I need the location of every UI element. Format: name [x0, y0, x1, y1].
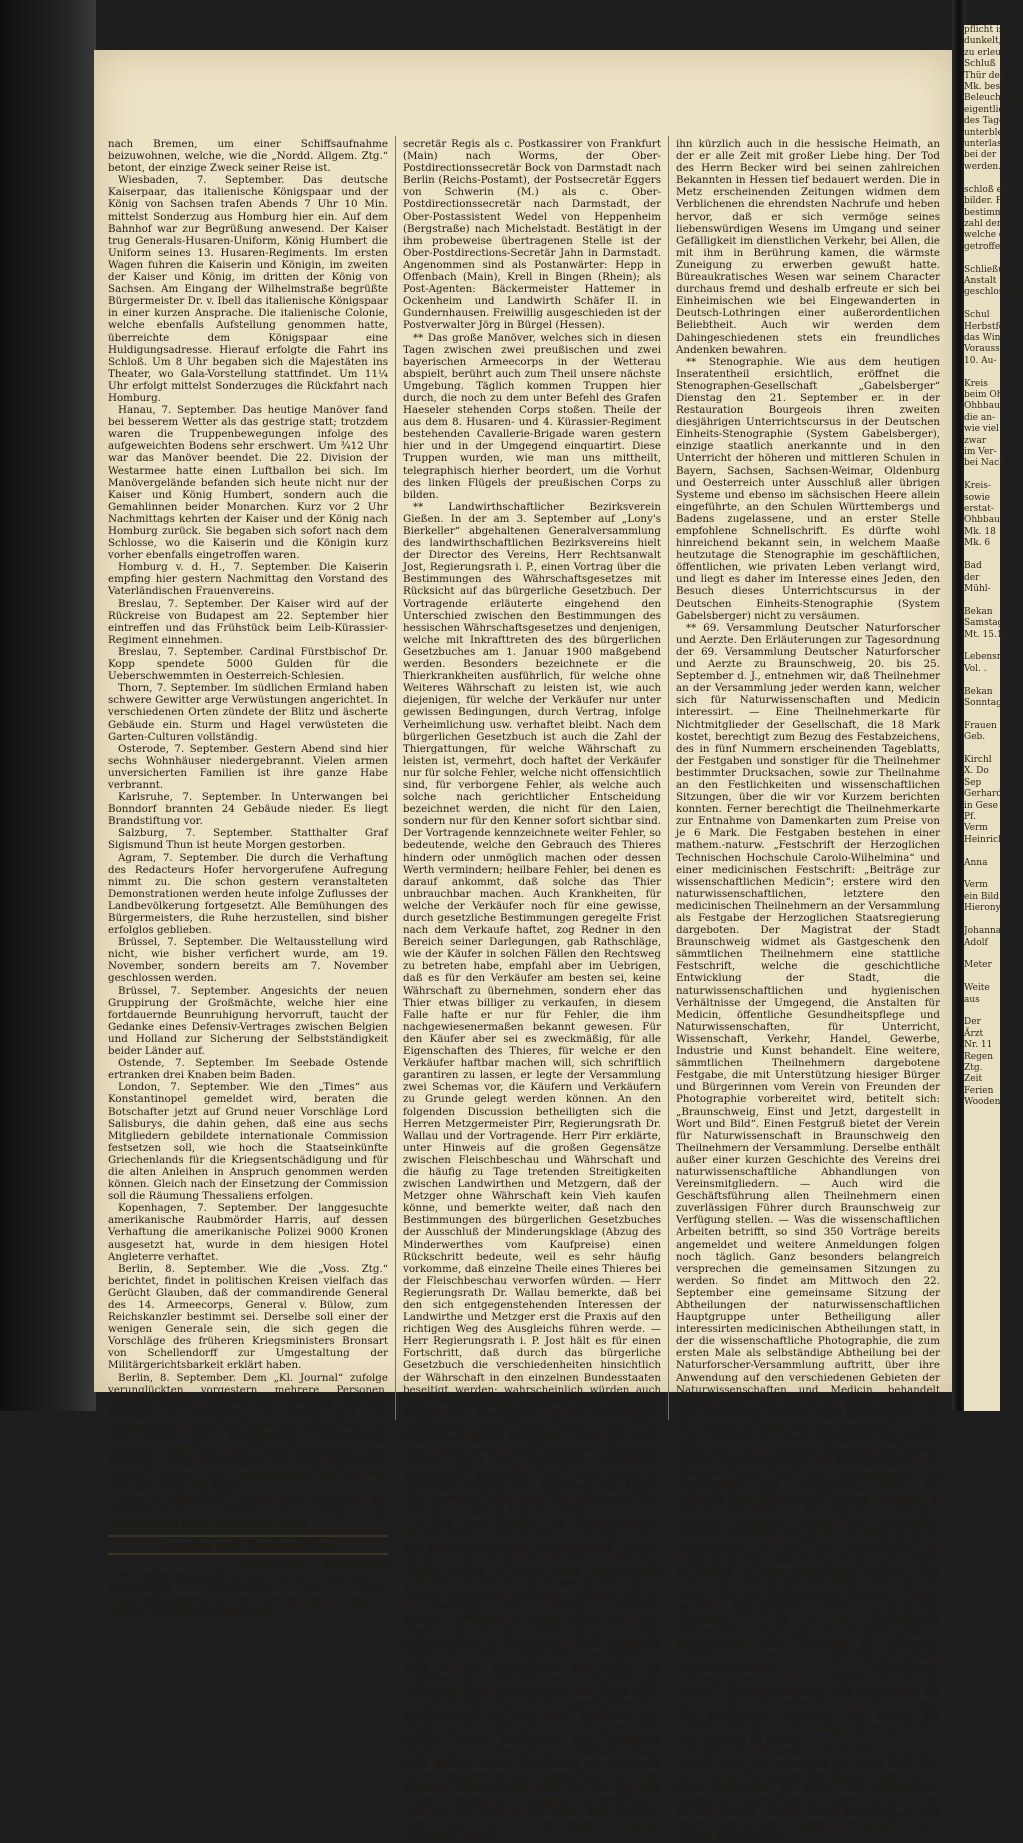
adjacent-page-line — [964, 595, 1000, 606]
adjacent-page-line: Mt. 15.10 — [964, 629, 1009, 640]
adjacent-page-line: Der — [964, 1017, 981, 1028]
news-salzburg: Salzburg, 7. September. Statthalter Graf Sigismund Thun ist heute Morgen gestorben. — [108, 827, 388, 852]
adjacent-page-line: X. Do — [964, 766, 989, 777]
adjacent-page-line: Beleuchtung — [964, 93, 1022, 104]
adjacent-page-line: Sep — [964, 777, 982, 788]
adjacent-page-line: Verm — [964, 880, 988, 891]
adjacent-page-line — [964, 367, 1000, 378]
column-1 — [108, 138, 388, 1619]
adjacent-page-line: Mk. bestra- — [964, 82, 1017, 93]
adjacent-page-line: Adolf — [964, 937, 988, 948]
article-stenographie: ** Stenographie. Wie aus dem heutigen Inseratentheil ersichtlich, eröffnet die Stenographen-Gesellschaft „Gabelsberger“ Dienstag den 21. September er. in der Restauration Bourgeois ihren zweiten diesjährigen Unterrichtscursus in der Deutschen Einheits-Stenographie (System Gabelsberger), einzige staatlich anerkannte und in den Unterricht der höheren und mittleren Schulen in Bayern, Sachsen, Sachsen-Weimar, Oldenburg und Oesterreich unter Ausschluß aller übrigen Systeme und ebenso im sächsischen Heere allein eingeführte, an den Schulen Württembergs und Badens zugelassene, und an erster Stelle empfohlene Schnellschrift. Es dürfte wohl hinreichend bekannt sein, in welchem Maaße heutzutage die Stenographie im geschäftlichen, öffentlichen, wie privaten Leben verlangt wird, und liegt es daher im Interesse eines Jeden, den Besuch dieses Unterrichtscursus in der Deutschen Einheits-Stenographie (System Gabelsberger) nicht zu versäumen. — [676, 355, 940, 622]
adjacent-page-line: 10. Au- — [964, 355, 997, 366]
adjacent-page-line — [964, 846, 1000, 857]
adjacent-page-line: Bad — [964, 561, 982, 572]
news-ostende: Ostende, 7. September. Im Seebade Ostende ertranken drei Knaben beim Baden. — [108, 1057, 388, 1082]
adjacent-page-line — [964, 972, 1000, 983]
adjacent-page-line: Meter — [964, 960, 992, 971]
adjacent-page-line: des Tages — [964, 116, 1009, 127]
adjacent-page-line: Mühl- — [964, 583, 991, 594]
news-osterode: Osterode, 7. September. Gestern Abend sind hier sechs Wohnhäuser niedergebrannt. Vielen armen unversicherten Familien ist ihre ganze Habe verbrannt. — [108, 742, 388, 791]
adjacent-page-line: Heinrich — [964, 834, 1004, 845]
newspaper-sheet — [94, 50, 956, 1843]
adjacent-page-line: pflicht ist — [964, 25, 1008, 35]
adjacent-page-line: Verm — [964, 823, 988, 834]
adjacent-page-line: Schließung — [964, 264, 1016, 275]
article-postpersonal-cont: secretär Regis als c. Postkassirer von Frankfurt (Main) nach Worms, der Ober-Postdirectionssecretär Bock von Darmstadt nach Berlin (Reichs-Postamt), der Postsecretär Eggers von Schwerin (M.) als c. Ober-Postdirectionssecretär nach Darmstadt, der Ober-Postassistent Wedel von Heppenheim (Bergstraße) nach Michelstadt. Bestätigt in der ihm probeweise übertragenen Stelle ist der Ober-Postdirections-Secretär Jahn in Darmstadt. Angenommen sind als Postanwärter: Hepp in Offenbach (Main), Krell in Bingen (Rhein); als Post-Agenten: Bäckermeister Hattemer in Ockenheim und Landwirth Schäfer II. in Gundernhausen. Freiwillig ausgeschieden ist der Postverwalter Jörg in Bürgel (Hessen). — [403, 138, 661, 332]
column-2 — [403, 138, 661, 1843]
adjacent-page-line: Schul — [964, 310, 990, 321]
section-heading: Locales und Provinzielles. — [108, 1535, 388, 1555]
adjacent-page-line: zwar — [964, 435, 987, 446]
adjacent-page-line: wie viel — [964, 424, 999, 435]
adjacent-page-line: bestimmt — [964, 207, 1007, 218]
adjacent-page-line: im Ver- — [964, 447, 997, 458]
adjacent-page-line: Ohbbaus — [964, 401, 1005, 412]
adjacent-page-line: Bekan — [964, 606, 993, 617]
article-text: nach Bremen, um einer Schiffsaufnahme beizuwohnen, welche, wie die „Nordd. Allgem. Ztg.“ betont, der einzige Zweck seiner Reise ist. — [108, 138, 388, 175]
adjacent-page-line: Zeit — [964, 1074, 983, 1085]
adjacent-page-line: Frauen — [964, 720, 997, 731]
adjacent-page-line: Anstalt — [964, 275, 997, 286]
adjacent-page-line: Kreis- — [964, 481, 991, 492]
adjacent-page-line: welche die — [964, 230, 1013, 241]
adjacent-page-line: schloß ein — [964, 184, 1011, 195]
adjacent-page-line: werden. — [964, 161, 1002, 172]
adjacent-page-line: erstat- — [964, 504, 994, 515]
adjacent-page-line: Pf. — [964, 812, 976, 823]
section-dateline: Gießen, den 7. September. — [235, 1556, 388, 1569]
adjacent-page-line: Mk. 6 — [964, 538, 991, 549]
adjacent-page-line: die an- — [964, 412, 996, 423]
adjacent-page-line: in Gese — [964, 800, 998, 811]
adjacent-page-line: ein Bild — [964, 891, 999, 902]
adjacent-page-line: Regen — [964, 1051, 993, 1062]
article-bezirksverein: ** Landwirthschaftlicher Bezirksverein Gießen. In der am 3. September auf „Lony's Bierkeller“ abgehaltenen Generalversammlung des landwirthschaftlichen Bezirksvereins hielt der Director des Vereins, Herr Rechtsanwalt Jost, Regierungsrath i. P., einen Vortrag über die Bestimmungen des Währschaftsgesetzes mit Rücksicht auf das bürgerliche Gesetzbuch. Der Vortragende erläuterte eingehend den Unterschied zwischen den Bestimmungen des hessischen Währschaftsgesetzes und denjenigen, welche mit Inkrafttreten des des bürgerlichen Gesetzbuches am 1. Januar 1900 maßgebend werden. Besonders bezeichnete er die Thierkrankheiten ausführlich, für welche ohne Weiteres Währschaft zu leisten ist, wie auch diejenigen, für welche der Verkäufer nur unter gewissen Bedingungen, durch Vertrag, infolge Verheimlichung usw. verhaftet bleibt. Nach dem bürgerlichen Gesetzbuch ist auch die Zahl der Thiergattungen, für welche Währschaft zu leisten ist, vermehrt, doch haftet der Verkäufer nur für solche Fehler, welche nicht offensichtlich sind, für verborgene Fehler, als welche auch solche nach gerichtlicher Entscheidung bezeichnet werden, die nicht für den Laien, sondern nur für den Kenner sofort sichtbar sind. Der Vortragende kennzeichnete weiter Fehler, so bedeutende, welche den Gebrauch des Thieres hindern oder unmöglich machen oder dessen Werth vermindern; heilbare Fehler, bei denen es darauf ankommt, daß solche das Thier unbrauchbar machen. Auch Krankheiten, für welche der Verkäufer noch für eine gewisse, durch gesetzliche Bestimmungen geregelte Frist nach dem Verkaufe haftet, zog Redner in den Bereich seiner Darlegungen, gab Rathschläge, wie der Käufer in solchen Fällen den Rechtsweg zu betreten habe, empfahl aber im Uebrigen, daß es für den Verkäufer am besten sei, keine Währschaft zu übernehmen, sondern eher das Thier etwas billiger zu verkaufen, in diesem Falle hafte er nur für Fehler, die ihm nachgewiesenermaßen bekannt gewesen. Für den Käufer aber sei es zweckmäßig, für alle Eigenschaften des Thieres, für welche er den Verkäufer haftbar machen will, sich schriftlich garantiren zu lassen, er legte der Versammlung zwei Schemas vor, die Käufern und Verkäufern zu Grunde gelegt werden können. An den folgenden Discussion betheiligten sich die Herren Metzgermeister Pirr, Regierungsrath Dr. Wallau und der Vortragende. Herr Pirr erklärte, unter Hinweis auf die großen Gegensätze zwischen Fleischbeschau und Währschaft und die häufig zu Tage tretenden Streitigkeiten zwischen Landwirthen und Metzgern, daß der Metzger ohne Währschaft kein Vieh kaufen könne, und bemerkte weiter, daß nach den Bestimmungen des bürgerlichen Gesetzbuches der Ausschluß der Minderungsklage (Abzug des Minderwerthes vom Kaufpreise) einen Rückschritt bedeute, weil es sehr häufig vorkomme, daß einzelne Theile eines Thieres bei der Fleischbeschau verworfen würden. — Herr Regierungsrath Dr. Wallau bemerkte, daß bei den sich entgegenstehenden Interessen der Landwirthe und Metzger erst die Praxis auf den richtigen Weg des Ausgleichs führen werde. — Herr Regierungsrath i. P. Jost hält es für einen Fortschritt, daß durch das bürgerliche Gesetzbuch die verschiedenheiten hinsichtlich der Währschaft in den einzelnen Bundesstaaten beseitigt werden; wahrscheinlich würden auch noch Bestimmungen getroffen über diejenigen Mängel und Krankheiten, die im Bürgerlichen Gesetzbuch auch noch nicht unter die Währschaft fallend bezeichnet seien und dieses oder jenes noch dazu gerechnet. Jedenfalls würden durch das bürgerliche Gesetzbuch Verhältnisse geschaffen, auf Grund deren ein Ausgleich zwischen den Interessen der Käufer und Verkäufer, also auch der Landwirthe und Metzger, zu Stande kommen werde. — [403, 500, 661, 1517]
adjacent-page-line: zahl der — [964, 218, 1002, 229]
adjacent-page-line: getroffen — [964, 241, 1006, 252]
news-london: London, 7. September. Wie den „Times“ aus Konstantinopel gemeldet wird, beraten die Botschafter jetzt auf Grund neuer Vorschläge Lord Salisburys, die dahin gehen, daß eine aus sechs Mitgliedern gebildete internationale Commission festsetzen soll, wie hoch die Staatseinkünfte Griechenlands für die Kriegsentschädigung und für die alten Anleihen in Anspruch genommen werden können. Gleich nach der Einsetzung der Commission soll die Räumung Thessaliens erfolgen. — [108, 1081, 388, 1203]
news-homburg: Homburg v. d. H., 7. September. Die Kaiserin empfing hier gestern Nachmittag den Vorstand des Vaterländischen Frauenvereins. — [108, 561, 388, 598]
article-metz-cont: ihn kürzlich auch in die hessische Heimath, an der er alle Zeit mit großer Liebe hing. Der Tod des Herrn Becker wird bei seinen zahlreichen Bekannten in Hessen tief bedauert werden. Die in Metz erscheinenden Zeitungen widmen dem Verblichenen die ehrendsten Nachrufe und heben hervor, daß er sich vermöge seines liebenswürdigen Wesens im Umgang und seiner Gefälligkeit im dienstlichen Verkehr, bei Allen, die mit ihm in Berührung kamen, die wärmste Zuneigung zu erwerben gewußt hatte. Büreaukratisches Wesen war seinem Character durchaus fremd und deshalb erfreute er sich bei Einheimischen wie bei Eingewanderten in Deutsch-Lothringen einer außerordentlichen Beliebtheit. Auch wir werden dem Dahingeschiedenen stets ein freundliches Andenken bewahren. — [676, 138, 940, 356]
adjacent-page-line: Bekan — [964, 686, 993, 697]
adjacent-page-line — [964, 470, 1000, 481]
column-rule-2 — [668, 136, 669, 1420]
adjacent-page-line: Ztg. — [964, 1062, 983, 1073]
adjacent-page-line: der — [964, 572, 980, 583]
news-hanau: Hanau, 7. September. Das heutige Manöver fand bei besserem Wetter als das gestrige statt; trotzdem waren die Truppenbewegungen infolge des aufgeweichten Bodens sehr erschwert. Um ¾12 Uhr war das Manöver beendet. Die 22. Division der Westarmee hatte einen Luftballon bei sich. Im Manövergelände befanden sich heute nicht nur der Kaiser und König Humbert, sondern auch die Gemahlinnen beider Monarchen. Kurz vor 2 Uhr Nachmittags kehrten der Kaiser und der König nach Homburg zurück. Sie begaben sich sofort nach dem Schlosse, wo die Kaiserin und die Königin kurz vorher ebenfalls eingetroffen waren. — [108, 404, 388, 562]
column-rule-1 — [395, 136, 396, 1420]
adjacent-page-line: Vorauss — [964, 344, 1000, 355]
adjacent-page-line: Sonntag — [964, 697, 1002, 708]
adjacent-page-line — [964, 949, 1000, 960]
news-berlin-2: Berlin, 8. September. Dem „Kl. Journal“ zufolge verunglückten vorgestern mehrere Personen, darunter einige Berliner, von Ilsenburg aus den Brocken zu besteigen. Es stellte sich ein schrecklicher Sturm mit Hagel und Regen ein. Von den sieben dem Brockenwirth angemeldeten Personen sind nur vier oben angelangt, zwei Personen, deren Personalien noch nicht festgestellt werden konnten, sind verschwunden und bis jetzt fehlt jede Spur von ihnen. — [108, 1371, 388, 1493]
adjacent-page-line: Schluß — [964, 59, 996, 70]
adjacent-page-line: Herbstfe- — [964, 321, 1008, 332]
adjacent-page-line — [964, 641, 1000, 652]
adjacent-page-line: beim Oh- — [964, 390, 1006, 400]
adjacent-page-line — [964, 550, 1000, 561]
news-kopenhagen: Kopenhagen, 7. September. Der langgesuchte amerikanische Raubmörder Harris, auf dessen Verhaftung die amerikanische Polizei 9000 Kronen ausgesetzt hat, wurde in dem hiesigen Hotel Angleterre verhaftet. — [108, 1202, 388, 1263]
scanner-left-edge — [0, 0, 96, 1411]
adjacent-page-line: Nr. 11 — [964, 1040, 993, 1051]
news-breslau-2: Breslau, 7. September. Cardinal Fürstbischof Dr. Kopp spendete 5000 Gulden für die Ueberschwemmten in Oesterreich-Schlesien. — [108, 645, 388, 683]
article-naturforscher: ** 69. Versammlung Deutscher Naturforscher und Aerzte. Den Erläuterungen zur Tagesordnung der 69. Versammlung Deutscher Naturforscher und Aerzte zu Braunschweig, 20. bis 25. September d. J., entnehmen wir, daß Theilnehmer an der Versammlung jeder werden kann, welcher sich für Naturwissenschaften und Medicin interessirt. — Eine Theilnehmerkarte für Nichtmitglieder der Gesellschaft, die 18 Mark kostet, berechtigt zum Bezug des Festabzeichens, des in fünf Nummern erscheinenden Tageblatts, der Festgaben und sonstiger für die Theilnehmer bestimmter Drucksachen, sowie zur Theilnahme an den Festlichkeiten und wissenschaftlichen Sitzungen, über die wir vor Kurzem berichten konnten. Ferner berechtigt die Theilnehmerkarte zur Entnahme von Damenkarten zum Preise von je 6 Mark. Die Festgaben bestehen in einer mathem.-naturw. „Festschrift der Herzoglichen Technischen Hochschule Carolo-Wilhelmina“ und einer medicinischen Festschrift: „Beiträge zur wissenschaftlichen Medicin“; erstere wird den naturwissenschaftlichen, letztere den medicinischen Theilnehmern an der Versammlung als Festgabe der Herzoglichen Staatsregierung dargeboten. Der Magistrat der Stadt Braunschweig widmet als Gastgeschenk den sämmtlichen Theilnehmern eine stattliche Festschrift, welche die geschichtliche Entwicklung der Stadt, die naturwissenschaftlichen und hygienischen Verhältnisse der Umgegend, die Anstalten für Medicin, öffentliche Gesundheitspflege und Naturwissenschaften, für Unterricht, Wissenschaft, Verkehr, Handel, Gewerbe, Industrie und Kunst behandelt. Eine weitere, sämmtlichen Theilnehmern dargebotene Festgabe, die mit Unterstützung hiesiger Bürger und Bürgerinnen vom Verein von Freunden der Photographie vorbereitet wird, betitelt sich: „Braunschweig, Einst und Jetzt, dargestellt in Wort und Bild“. Einen Festgruß bietet der Verein für Naturwissenschaft in Braunschweig den Theilnehmern der Versammlung. Derselbe enthält außer einer kurzen Geschichte des Vereins drei naturwissenschaftliche Abhandlungen von Vereinsmitgliedern. — Auch wird die Geschäftsführung allen Theilnehmern einen zuverlässigen Führer durch Braunschweig zur Verfügung stellen. — Was die wissenschaftlichen Arbeiten betrifft, so sind 350 Vorträge bereits angemeldet und weitere Anmeldungen folgen noch täglich. Ganz besonders belangreich versprechen die gemeinsamen Sitzungen zu werden. So findet am Mittwoch den 22. September eine gemeinsame Sitzung der Abtheilungen der naturwissenschaftlichen Hauptgruppe unter Betheiligung aller interessirten medicinischen Abtheilungen statt, in der die wissenschaftliche Photographie, die zum ersten Male als selbständige Abtheilung bei der Naturforscher-Versammlung auftritt, über ihre Anwendung auf den verschiedenen Gebieten der Naturwissenschaften und Medicin, behandelt werden wird. Prof. Dr. H. W. Vogel (Berlin) hat den einleitenden Vortrag dabei übernommen und die Herren Dr. René du Bois-Reymond, Dr. Max Levy, Prof. Dr. O. Lassar (sämmtlich aus Berlin) sowie Prof. Dr. E. Selenka (München) und andere werden weitere Vorträge und Referate halten. Die Zoologie wird mit den Abtheilungen für Geburtshülfe und Gynäkologie, sowie für Anatomie eine gemeinsame Sitzung abhalten, in welcher als Thema „Die Placenta und ihre Eihüllen“ behandelt werden soll. Bedeutende Gelehrte sind dafür gewonnen. Die Abtheilung für Geburtshülfe hat mit den Abtheilungen für Kinderheilkunde sowie Dermatologie und Syphilis als Thema für eine gemeinsame Sitzung: „Das Colles'sche Gesetz und die Frage des Choc en retour“ auf die Tagesordnung gesetzt. — Auch andere Abtheilungen planen gemeinsame Sitzungen. — Die mit der Versammlung verbundene Ausstellung für wissenschaftliche Photographie, (mit Einschluß der Röntgen-, Farben- und Mikrophotographie), Instrumentenkunde, Mikroskopie, Demonstrations- und Schulapparate für Physik, Chemie, Naturbeschreibung und Geographie, für Bacteriologie und innere Medicin, für Chirurgie und Orthopädie verspricht auf Grund der zahlreich erfolgten Anmeldungen sehr reichhaltig und lehrreich zu werden. — [676, 621, 940, 1747]
adjacent-page-line: Weite — [964, 983, 990, 994]
news-wien: Wien, 8. September. Officiös wird versichert, der Friedensschluß zwischen der Türkei und Griechenland stehe unmittelbar bevor. — [108, 1492, 388, 1529]
adjacent-page-line — [964, 253, 1000, 264]
adjacent-page-line: zu erleuch- — [964, 47, 1015, 58]
adjacent-page-line: Geb. — [964, 732, 986, 743]
adjacent-page-line: Ferien — [964, 1085, 994, 1096]
adjacent-page-line: Samstag — [964, 618, 1004, 629]
adjacent-page-line: Mk. 18 — [964, 526, 996, 537]
article-manoever: ** Das große Manöver, welches sich in diesen Tagen zwischen zwei preußischen und zwei bayerischen Armeecorps in der Wetterau abspielt, berührt auch zum Theil unsere nächste Umgebung. Täglich kommen Truppen hier durch, die noch zu dem unter Befehl des Grafen Haeseler stehenden Corps stoßen. Theile der aus dem 8. Husaren- und 4. Kürassier-Regiment bestehenden Cavallerie-Brigade waren gestern hier und in der Umgegend einquartirt. Diese Truppen wurden, wie man uns mittheilt, telegraphisch hierher beordert, um die Vorhut des linken Flügels der preußischen Corps zu bilden. — [403, 331, 661, 501]
adjacent-page-fragment — [964, 25, 1023, 1411]
adjacent-page-line: unterbleiben — [964, 127, 1023, 138]
adjacent-page-line — [964, 1006, 1000, 1017]
adjacent-page-line: geschlossen — [964, 287, 1020, 298]
adjacent-page-line: dunkelt, zu — [964, 36, 1015, 47]
news-berlin-1: Berlin, 8. September. Wie die „Voss. Ztg.“ berichtet, findet in politischen Kreisen vielfach das Gerücht Glauben, daß der commandirende General des 14. Armeecorps, General v. Bülow, zum Reichskanzler bestimmt sei. Derselbe soll einer der wenigen Generale sein, die sich gegen die Vorschläge des früheren Kriegsministers Bronsart von Schellendorff zur Umgestaltung der Militärgerichtsbarkeit erklärt haben. — [108, 1262, 388, 1372]
adjacent-page-line: Vol. . — [964, 663, 987, 674]
adjacent-page-line — [964, 299, 1000, 310]
adjacent-page-line: bei der — [964, 150, 997, 161]
adjacent-page-line: Kreis — [964, 378, 988, 389]
adjacent-page-line: aus — [964, 994, 980, 1005]
news-bruessel-2: Brüssel, 7. September. Angesichts der neuen Gruppirung der Großmächte, welche hier eine fortdauernde Beunruhigung hervorruft, taucht der Gedanke eines Defensiv-Vertrages zwischen Belgien und Holland zur Sicherung der Selbstständigkeit beider Länder auf. — [108, 984, 388, 1058]
article-dunkelheit: ** Mit dem früheren Eintritt der Dunkelheit mehren sich, wie alljährlich um diese Zeit, nun auch wieder die Klagen der Miether über das zu späte Beleuchten der Haus- und Treppenflure seitens der Hauswirthe oder deren Stellvertreter. Es sei deshalb wieder darauf hingewiesen, daß jeder Eigenthümer eines Grundstücks oder dessen Verwalter ver- — [676, 1746, 940, 1843]
adjacent-page-line — [964, 915, 1000, 926]
news-breslau-1: Breslau, 7. September. Der Kaiser wird auf der Rückreise von Budapest am 22. September hier eintreffen und das Frühstück beim Leib-Kürassier-Regiment einnehmen. — [108, 597, 388, 646]
news-bruessel-1: Brüssel, 7. September. Die Weltausstellung wird nicht, wie bisher verfichert wurde, am 19. November, sondern bereits am 7. November geschlossen werden. — [108, 936, 388, 985]
news-karlsruhe: Karlsruhe, 7. September. In Unterwangen bei Bonndorf brannten 24 Gebäude nieder. Es liegt Brandstiftung vor. — [108, 791, 388, 828]
adjacent-page-line: sowie — [964, 492, 990, 503]
adjacent-page-line: Lebensmit — [964, 652, 1012, 663]
adjacent-page-line: Ohbbaus — [964, 515, 1005, 526]
adjacent-page-line — [964, 709, 1000, 720]
adjacent-page-line: bei Nach- — [964, 458, 1008, 469]
article-metz: ** Aus Metz gelangt die Trauernachricht hierher (siehe Todes-Anzeige in Nr. 209 d. Bl.), daß daselbst Herr Geh. Regierungsrath Wilhelm Becker in der Nacht vom Freitag auf Samstag voriger Woche in Folge eines Herzschlages gestorben ist. Der Verewigte war ein Sohn des in Gießen wohnenden Generals v. Becker) war am 11. September 1844 in Ortenberg geboren, studirte Cameralia in Gießen, wohin sein Vater versetzt worden war, wurde im Jahre 1866 Finanzaccessist in Darmstadt. Gleich mehreren seiner hessischen Collegen trat er im December 1870 in den Reichsdienst und wurde als Assessor der Kreisdirection in Diedenhofen zugetheilt. Dort verblieb er bis zum April 1878, wo seine Versetzung zum Bezirkspräsidium nach Metz erfolgte. Im Jahre 1880 wurde er zum Regierungsrath befördert und im Jahre 1895 erfolgte seine Ernennung zum Geheimen Regierungsrath. Vor wenigen Monaten mußte Herr Becker, dessen Gesundheit seit mehreren Jahren außerordentlich angegriffen war, den Schmerz erleben, seine Gattin vor sich ins Grab sinken zu sehen, ein Schlag, der ihn empfindlich traf und von dem er sich nicht mehr erholte. Eine Reise, die er zu seiner Erholung unternahm, führte — [403, 1516, 661, 1843]
news-thorn: Thorn, 7. September. Im südlichen Ermland haben schwere Gewitter arge Verwüstungen angerichtet. In verschiedenen Orten zündete der Blitz und äscherte Gebäude ein. Sturm und Hagel verwüsteten die Garten-Culturen vollständig. — [108, 682, 388, 743]
news-agram: Agram, 7. September. Die durch die Verhaftung des Redacteurs Hofer hervorgerufene Aufregung nimmt zu. Die schon gestern veranstalteten Demonstrationen werden heute infolge Zuflusses der Landbevölkerung fortgesetzt. Alle Bemühungen des Bürgermeisters, die Ruhe herzustellen, sind bisher erfolglos geblieben. — [108, 851, 388, 937]
adjacent-page-line: Ärzt — [964, 1028, 984, 1039]
adjacent-page-line: Anna — [964, 857, 988, 868]
adjacent-page-line: Gerhard — [964, 789, 1003, 800]
adjacent-page-line: bilder. Fi- — [964, 196, 1008, 207]
adjacent-page-line — [964, 869, 1000, 880]
adjacent-page-line: Kirchl — [964, 755, 992, 765]
adjacent-page-line: das Win- — [964, 332, 1004, 343]
adjacent-page-line: Thür der — [964, 70, 1005, 81]
adjacent-page-line: unterlassen — [964, 139, 1018, 150]
adjacent-page-line: Wooden — [964, 1097, 1001, 1108]
news-wiesbaden: Wiesbaden, 7. September. Das deutsche Kaiserpaar, das italienische Königspaar und der König von Sachsen trafen Abends 7 Uhr 10 Min. mittelst Sonderzug aus Homburg hier ein. Auf dem Bahnhof war zur Begrüßung anwesend. Der Kaiser trug Generals-Husaren-Uniform, König Humbert die Uniform seines 13. Husaren-Regiments. Im ersten Wagen fuhren die Kaiserin und Königin, im zweiten der Kaiser und König, im dritten der König von Sachsen. Am Eingang der Wilhelmstraße begrüßte Bürgermeister Dr. v. Ibell das italienische Königspaar in einer kurzen Ansprache. Die italienische Colonie, welche ebenfalls Aufstellung genommen hatte, überreichte dem Königspaar eine Huldigungsadresse. Hierauf erfolgte die Fahrt ins Schloß. Um 8 Uhr begaben sich die Majestäten ins Theater, wo Gala-Vorstellung stattfindet. Um 11¼ Uhr erfolgt mittelst Sonderzuges die Rückfahrt nach Homburg. — [108, 174, 388, 404]
column-3 — [676, 138, 940, 1843]
adjacent-page-line — [964, 744, 1000, 755]
adjacent-page-line: Hieronym — [964, 903, 1010, 914]
adjacent-page-line: Johanna — [964, 926, 1002, 937]
news-postpersonal: ** Postpersonalnachrichten. Versetzt sind: Der c. Postkassirer Tappermann als Ober-Postdirectionssecretär von Worms nach Frankfurt (Main), der Ober-Postdirections- — [108, 1570, 388, 1620]
adjacent-page-line — [964, 173, 1000, 184]
adjacent-page-line: eigentlich — [964, 104, 1010, 115]
adjacent-page-line — [964, 675, 1000, 686]
